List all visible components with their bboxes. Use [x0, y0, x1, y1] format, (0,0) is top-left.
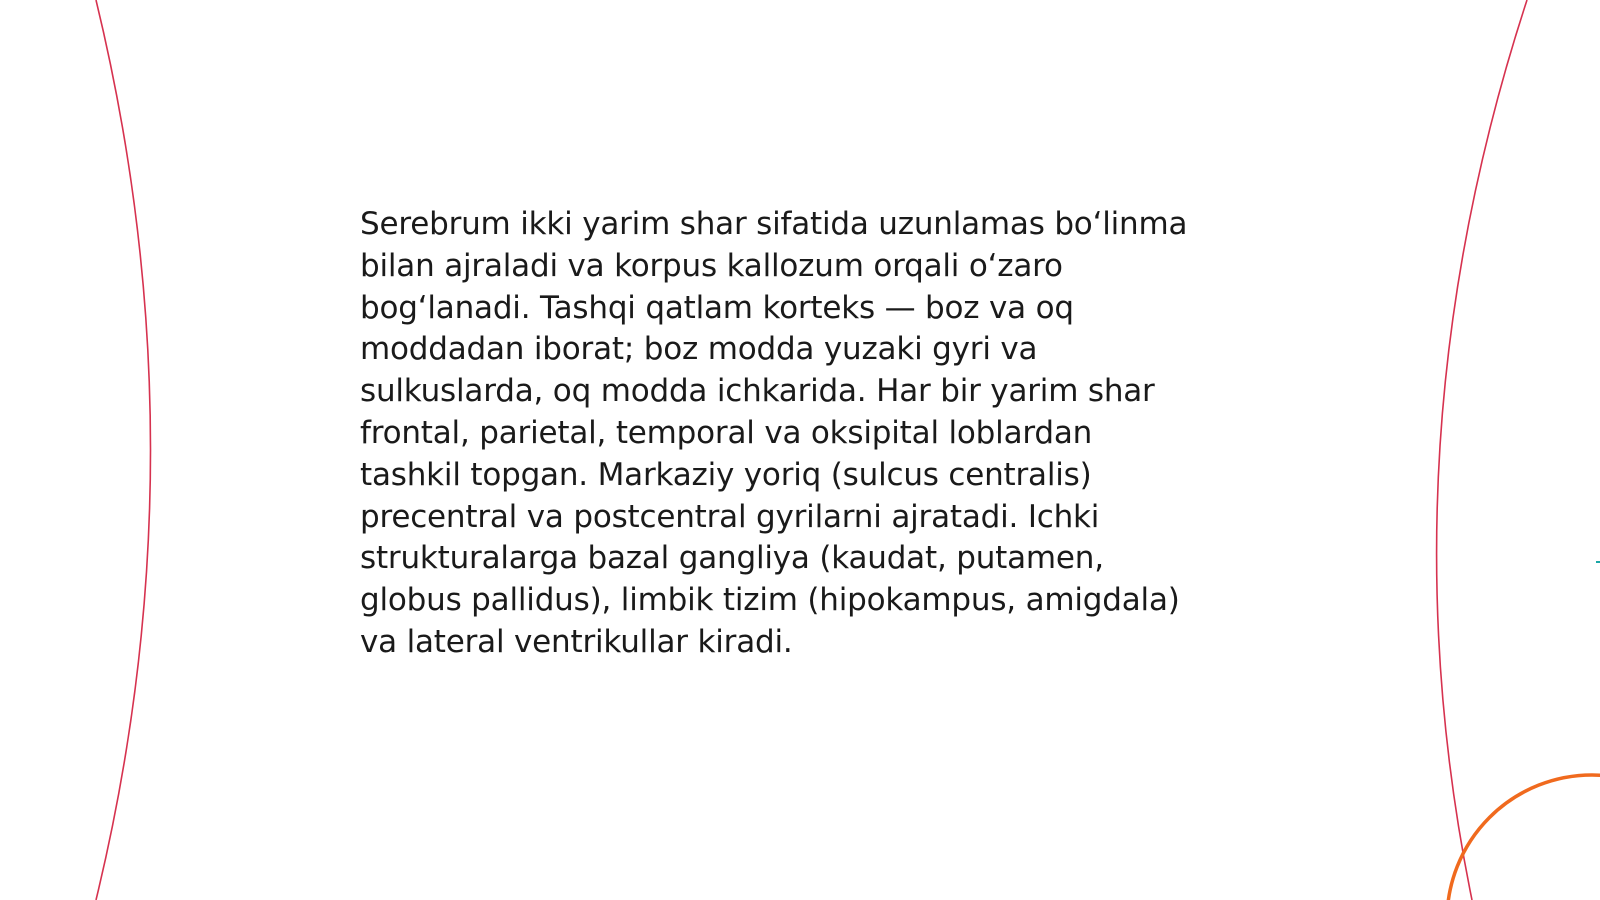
body-paragraph: Serebrum ikki yarim shar sifatida uzunlamas bo‘linma bilan ajraladi va korpus kallozum orqali o‘zaro bog‘lanadi. Tashqi qatlam korteks — boz va oq moddadan iborat; boz modda yuzaki gyri va sulkuslarda, oq modda ichkarida. Har bir yarim shar frontal, parietal, temporal va oksipital loblardan tashkil topgan. Markaziy yoriq (sulcus centralis) precentral va postcentral gyrilarni ajratadi. Ichki strukturalarga bazal gangliya (kaudat, putamen, globus pallidus), limbik tizim (hipokampus, amigdala) va lateral ventrikullar kiradi. — [360, 206, 1188, 660]
left-curve — [96, 0, 151, 900]
right-curve — [1437, 0, 1527, 900]
orange-arc — [1447, 775, 1600, 900]
